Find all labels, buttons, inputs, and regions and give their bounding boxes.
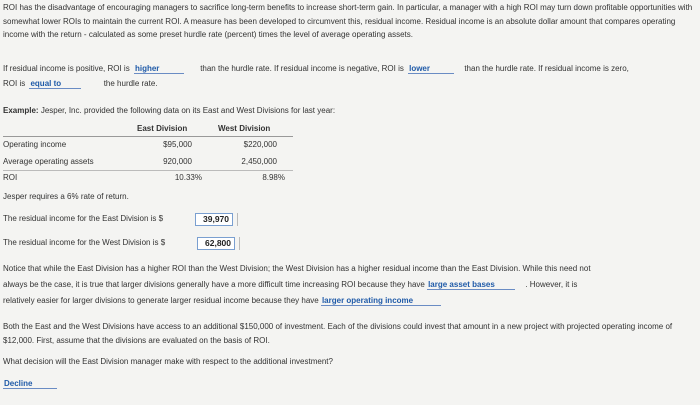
intro-paragraph: ROI has the disadvantage of encouraging managers to sacrifice long-term benefits to increase short-term gain. In particular, a manager with a high ROI may turn down profitable opportunities with somewhat lower ROIs to maintain the current ROI. A measure has been developed to circumvent this, residual income. Residual income is an absolute dollar amount that compares operating income with the return - calculated as some preset hurdle rate (percent) times the level of average operating assets. [3, 3, 693, 39]
cell-west-avg-assets: 2,450,000 [241, 157, 277, 166]
example-text: Jesper, Inc. provided the following data on its East and West Divisions for last year: [40, 106, 336, 115]
row-label-roi: ROI [3, 173, 18, 182]
notice-line1: Notice that while the East Division has a higher ROI than the West Division; the West Division has a higher residual income than the East Division. While this need not [3, 264, 591, 273]
notice-line2: always be the case, it is true that larger divisions generally have a more difficult time increasing ROI because they have large asset bases . However, it is [3, 280, 578, 289]
decision-dropdown[interactable]: Decline [3, 379, 57, 389]
answer-dropdown-asset-bases[interactable]: large asset bases [427, 280, 515, 290]
east-ri-cursor [237, 213, 238, 226]
col-header-west: West Division [218, 124, 271, 133]
fill-text-1: If residual income is positive, ROI is [3, 64, 130, 73]
answer-dropdown-lower[interactable]: lower [408, 64, 454, 74]
question-text: What decision will the East Division manager make with respect to the additional investment? [3, 357, 333, 366]
example-line [3, 106, 335, 115]
notice-line3: relatively easier for larger divisions to generate larger residual income because they have larger operating income [3, 296, 441, 306]
west-ri-input[interactable]: 62,800 [197, 237, 235, 250]
fill-sentence-line2 [3, 79, 158, 89]
cell-east-avg-assets: 920,000 [163, 157, 192, 166]
fill-text-2: than the hurdle rate. If residual income is negative, ROI is [200, 64, 404, 73]
cell-west-operating-income: $220,000 [243, 140, 277, 149]
fill-text-3: than the hurdle rate. If residual income is zero, [464, 64, 629, 73]
cell-west-roi: 8.98% [262, 173, 285, 182]
east-ri-label: The residual income for the East Division is $ [3, 214, 164, 223]
col-header-east: East Division [137, 124, 188, 133]
example-label: Example: [3, 106, 39, 115]
cell-east-roi: 10.33% [174, 173, 202, 182]
west-ri-cursor [239, 237, 240, 250]
answer-dropdown-equal[interactable]: equal to [29, 79, 81, 89]
table-header-rule [3, 136, 293, 137]
cell-east-operating-income: $95,000 [163, 140, 192, 149]
fill-text-5: the hurdle rate. [103, 79, 158, 88]
table-row-rule [3, 170, 293, 171]
hurdle-text: Jesper requires a 6% rate of return. [3, 192, 129, 201]
east-ri-input[interactable]: 39,970 [195, 213, 233, 226]
west-ri-label: The residual income for the West Division is $ [3, 238, 166, 247]
row-label-operating-income: Operating income [3, 140, 67, 149]
fill-sentence-line1 [3, 64, 629, 74]
fill-text-4: ROI is [3, 79, 26, 88]
both-paragraph: Both the East and the West Divisions have access to an additional $150,000 of investment. Each of the divisions could invest that amount in a new project with projected operating income of $12,000. First, assume that the divisions are evaluated on the basis of ROI. [3, 322, 673, 345]
answer-dropdown-higher[interactable]: higher [134, 64, 184, 74]
row-label-avg-assets: Average operating assets [3, 157, 94, 166]
answer-dropdown-operating-income[interactable]: larger operating income [321, 296, 441, 306]
